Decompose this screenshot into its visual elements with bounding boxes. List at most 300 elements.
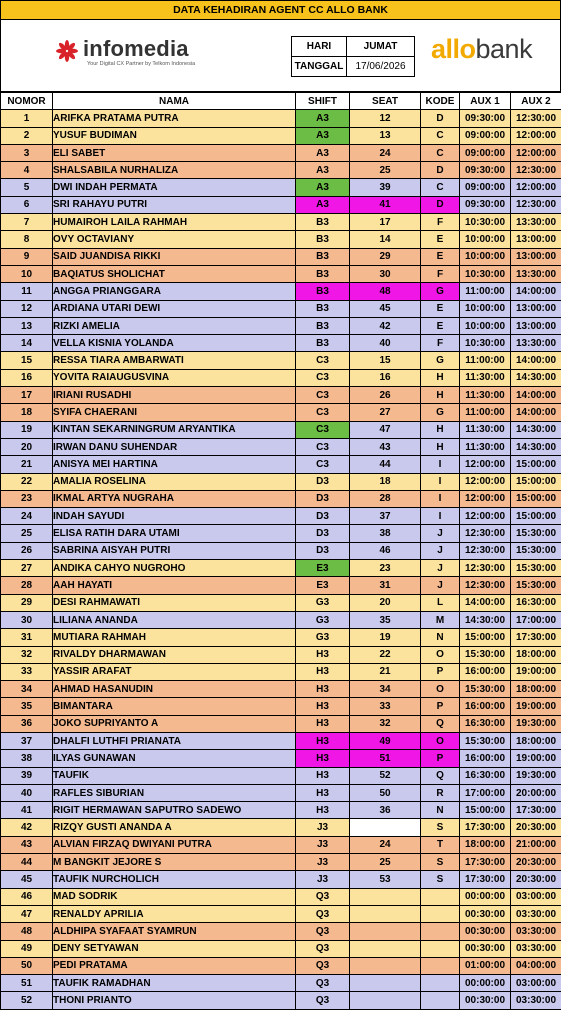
cell-seat: 37 bbox=[350, 508, 421, 525]
cell-nama: LILIANA ANANDA bbox=[53, 611, 296, 628]
cell-nama: BAQIATUS SHOLICHAT bbox=[53, 265, 296, 282]
cell-nomor: 38 bbox=[1, 750, 53, 767]
cell-aux2: 19:00:00 bbox=[511, 698, 561, 715]
cell-seat: 12 bbox=[350, 110, 421, 127]
table-header-row bbox=[1, 93, 561, 110]
table-row bbox=[1, 179, 561, 196]
cell-shift: C3 bbox=[296, 438, 350, 455]
cell-kode: S bbox=[421, 854, 460, 871]
infomedia-tagline: Your Digital CX Partner by Telkom Indonesia bbox=[87, 61, 196, 67]
cell-nama: RIZQY GUSTI ANANDA A bbox=[53, 819, 296, 836]
cell-nama: SABRINA AISYAH PUTRI bbox=[53, 542, 296, 559]
cell-aux2: 12:00:00 bbox=[511, 127, 561, 144]
cell-nama: OVY OCTAVIANY bbox=[53, 231, 296, 248]
cell-shift: Q3 bbox=[296, 975, 350, 992]
cell-nomor: 45 bbox=[1, 871, 53, 888]
cell-aux1: 10:00:00 bbox=[460, 317, 511, 334]
cell-nama: AMALIA ROSELINA bbox=[53, 473, 296, 490]
table-row bbox=[1, 196, 561, 213]
cell-seat: 40 bbox=[350, 335, 421, 352]
cell-shift: B3 bbox=[296, 335, 350, 352]
cell-aux1: 09:30:00 bbox=[460, 110, 511, 127]
cell-aux2: 19:00:00 bbox=[511, 663, 561, 680]
cell-seat: 25 bbox=[350, 854, 421, 871]
cell-shift: G3 bbox=[296, 629, 350, 646]
cell-nomor: 17 bbox=[1, 387, 53, 404]
cell-kode: J bbox=[421, 560, 460, 577]
table-row bbox=[1, 560, 561, 577]
cell-seat: 16 bbox=[350, 369, 421, 386]
table-row bbox=[1, 715, 561, 732]
cell-shift: B3 bbox=[296, 300, 350, 317]
cell-aux1: 12:30:00 bbox=[460, 525, 511, 542]
cell-seat: 32 bbox=[350, 715, 421, 732]
table-row bbox=[1, 888, 561, 905]
table-row bbox=[1, 940, 561, 957]
cell-shift: B3 bbox=[296, 317, 350, 334]
cell-nomor: 14 bbox=[1, 335, 53, 352]
table-row bbox=[1, 732, 561, 749]
cell-nomor: 42 bbox=[1, 819, 53, 836]
cell-shift: A3 bbox=[296, 127, 350, 144]
cell-aux2: 16:30:00 bbox=[511, 594, 561, 611]
cell-nama: AAH HAYATI bbox=[53, 577, 296, 594]
table-row bbox=[1, 646, 561, 663]
cell-shift: D3 bbox=[296, 525, 350, 542]
cell-kode: H bbox=[421, 369, 460, 386]
cell-kode bbox=[421, 923, 460, 940]
cell-nomor: 13 bbox=[1, 317, 53, 334]
cell-aux1: 12:00:00 bbox=[460, 490, 511, 507]
cell-nomor: 2 bbox=[1, 127, 53, 144]
cell-nomor: 31 bbox=[1, 629, 53, 646]
cell-kode: P bbox=[421, 698, 460, 715]
cell-shift: H3 bbox=[296, 784, 350, 801]
cell-aux2: 18:00:00 bbox=[511, 646, 561, 663]
cell-nomor: 24 bbox=[1, 508, 53, 525]
cell-shift: D3 bbox=[296, 490, 350, 507]
cell-aux2: 03:30:00 bbox=[511, 923, 561, 940]
cell-aux2: 21:00:00 bbox=[511, 836, 561, 853]
cell-nomor: 20 bbox=[1, 438, 53, 455]
cell-nama: ELISA RATIH DARA UTAMI bbox=[53, 525, 296, 542]
cell-kode: N bbox=[421, 629, 460, 646]
cell-seat bbox=[350, 940, 421, 957]
cell-seat: 44 bbox=[350, 456, 421, 473]
cell-shift: H3 bbox=[296, 681, 350, 698]
cell-nomor: 30 bbox=[1, 611, 53, 628]
cell-shift: H3 bbox=[296, 698, 350, 715]
cell-kode: I bbox=[421, 473, 460, 490]
cell-seat bbox=[350, 975, 421, 992]
allobank-logo-allo: allo bbox=[431, 34, 476, 64]
cell-seat: 21 bbox=[350, 663, 421, 680]
cell-aux1: 00:30:00 bbox=[460, 923, 511, 940]
cell-seat: 25 bbox=[350, 162, 421, 179]
cell-aux1: 12:30:00 bbox=[460, 577, 511, 594]
cell-kode: T bbox=[421, 836, 460, 853]
cell-nomor: 49 bbox=[1, 940, 53, 957]
cell-nama: DHALFI LUTHFI PRIANATA bbox=[53, 732, 296, 749]
table-row bbox=[1, 957, 561, 974]
cell-aux2: 04:00:00 bbox=[511, 957, 561, 974]
cell-nama: MUTIARA RAHMAH bbox=[53, 629, 296, 646]
hari-value: JUMAT bbox=[346, 36, 415, 57]
cell-nama: IRWAN DANU SUHENDAR bbox=[53, 438, 296, 455]
cell-seat: 19 bbox=[350, 629, 421, 646]
table-row bbox=[1, 611, 561, 628]
cell-nama: DWI INDAH PERMATA bbox=[53, 179, 296, 196]
cell-seat: 15 bbox=[350, 352, 421, 369]
cell-seat: 42 bbox=[350, 317, 421, 334]
cell-seat: 39 bbox=[350, 179, 421, 196]
cell-seat: 53 bbox=[350, 871, 421, 888]
cell-nomor: 19 bbox=[1, 421, 53, 438]
cell-aux1: 09:30:00 bbox=[460, 162, 511, 179]
cell-shift: H3 bbox=[296, 767, 350, 784]
cell-kode: E bbox=[421, 317, 460, 334]
column-header-kode: KODE bbox=[421, 93, 460, 110]
table-row bbox=[1, 162, 561, 179]
cell-seat: 46 bbox=[350, 542, 421, 559]
cell-nama: YUSUF BUDIMAN bbox=[53, 127, 296, 144]
cell-aux1: 11:30:00 bbox=[460, 387, 511, 404]
cell-aux1: 11:30:00 bbox=[460, 421, 511, 438]
cell-aux2: 20:00:00 bbox=[511, 784, 561, 801]
cell-seat: 14 bbox=[350, 231, 421, 248]
cell-seat: 24 bbox=[350, 144, 421, 161]
table-row bbox=[1, 905, 561, 922]
cell-aux1: 10:00:00 bbox=[460, 231, 511, 248]
table-row bbox=[1, 231, 561, 248]
cell-kode: I bbox=[421, 508, 460, 525]
cell-shift: G3 bbox=[296, 611, 350, 628]
cell-nama: ARDIANA UTARI DEWI bbox=[53, 300, 296, 317]
cell-aux2: 19:00:00 bbox=[511, 750, 561, 767]
cell-shift: A3 bbox=[296, 162, 350, 179]
cell-nomor: 25 bbox=[1, 525, 53, 542]
cell-kode: D bbox=[421, 110, 460, 127]
cell-aux2: 14:00:00 bbox=[511, 283, 561, 300]
column-header-shift: SHIFT bbox=[296, 93, 350, 110]
cell-nomor: 1 bbox=[1, 110, 53, 127]
cell-aux2: 15:00:00 bbox=[511, 508, 561, 525]
tanggal-label: TANGGAL bbox=[291, 56, 347, 77]
table-row bbox=[1, 975, 561, 992]
cell-shift: H3 bbox=[296, 750, 350, 767]
cell-nama: M BANGKIT JEJORE S bbox=[53, 854, 296, 871]
cell-aux2: 12:00:00 bbox=[511, 144, 561, 161]
cell-shift: A3 bbox=[296, 144, 350, 161]
cell-aux1: 10:00:00 bbox=[460, 248, 511, 265]
column-header-seat: SEAT bbox=[350, 93, 421, 110]
cell-nomor: 50 bbox=[1, 957, 53, 974]
cell-aux1: 00:30:00 bbox=[460, 940, 511, 957]
cell-shift: H3 bbox=[296, 646, 350, 663]
cell-aux2: 18:00:00 bbox=[511, 732, 561, 749]
cell-aux1: 12:30:00 bbox=[460, 560, 511, 577]
cell-aux2: 20:30:00 bbox=[511, 819, 561, 836]
cell-nomor: 4 bbox=[1, 162, 53, 179]
cell-aux2: 14:00:00 bbox=[511, 404, 561, 421]
cell-nama: IKMAL ARTYA NUGRAHA bbox=[53, 490, 296, 507]
cell-seat: 22 bbox=[350, 646, 421, 663]
cell-shift: B3 bbox=[296, 248, 350, 265]
cell-nama: ANGGA PRIANGGARA bbox=[53, 283, 296, 300]
cell-kode: C bbox=[421, 179, 460, 196]
cell-seat: 51 bbox=[350, 750, 421, 767]
cell-nama: ANDIKA CAHYO NUGROHO bbox=[53, 560, 296, 577]
cell-nomor: 15 bbox=[1, 352, 53, 369]
cell-nomor: 27 bbox=[1, 560, 53, 577]
table-row bbox=[1, 767, 561, 784]
table-row bbox=[1, 214, 561, 231]
cell-aux2: 15:30:00 bbox=[511, 560, 561, 577]
cell-aux2: 14:30:00 bbox=[511, 421, 561, 438]
cell-seat: 31 bbox=[350, 577, 421, 594]
cell-shift: Q3 bbox=[296, 888, 350, 905]
cell-seat bbox=[350, 888, 421, 905]
cell-shift: A3 bbox=[296, 110, 350, 127]
cell-nama: THONI PRIANTO bbox=[53, 992, 296, 1009]
table-row bbox=[1, 629, 561, 646]
cell-aux1: 11:30:00 bbox=[460, 369, 511, 386]
cell-aux2: 17:00:00 bbox=[511, 611, 561, 628]
cell-nomor: 5 bbox=[1, 179, 53, 196]
infomedia-burst-icon bbox=[53, 40, 81, 62]
cell-seat: 41 bbox=[350, 196, 421, 213]
cell-nomor: 23 bbox=[1, 490, 53, 507]
cell-seat: 33 bbox=[350, 698, 421, 715]
cell-kode: S bbox=[421, 871, 460, 888]
cell-aux2: 13:00:00 bbox=[511, 231, 561, 248]
table-row bbox=[1, 819, 561, 836]
cell-nomor: 46 bbox=[1, 888, 53, 905]
table-row bbox=[1, 542, 561, 559]
cell-nama: YASSIR ARAFAT bbox=[53, 663, 296, 680]
cell-kode: F bbox=[421, 265, 460, 282]
cell-nama: IRIANI RUSADHI bbox=[53, 387, 296, 404]
cell-aux1: 12:00:00 bbox=[460, 473, 511, 490]
cell-aux2: 13:30:00 bbox=[511, 335, 561, 352]
cell-shift: H3 bbox=[296, 732, 350, 749]
cell-shift: J3 bbox=[296, 819, 350, 836]
cell-aux1: 16:00:00 bbox=[460, 698, 511, 715]
cell-aux1: 17:30:00 bbox=[460, 854, 511, 871]
cell-nama: SYIFA CHAERANI bbox=[53, 404, 296, 421]
cell-aux2: 19:30:00 bbox=[511, 767, 561, 784]
cell-kode: L bbox=[421, 594, 460, 611]
table-row bbox=[1, 317, 561, 334]
cell-shift: D3 bbox=[296, 542, 350, 559]
cell-shift: H3 bbox=[296, 802, 350, 819]
cell-aux1: 14:30:00 bbox=[460, 611, 511, 628]
cell-seat bbox=[350, 819, 421, 836]
cell-shift: G3 bbox=[296, 594, 350, 611]
cell-nama: ALDHIPA SYAFAAT SYAMRUN bbox=[53, 923, 296, 940]
cell-aux1: 01:00:00 bbox=[460, 957, 511, 974]
cell-shift: Q3 bbox=[296, 923, 350, 940]
cell-kode: J bbox=[421, 525, 460, 542]
cell-seat: 29 bbox=[350, 248, 421, 265]
cell-kode: E bbox=[421, 300, 460, 317]
cell-shift: A3 bbox=[296, 196, 350, 213]
cell-nama: RAFLES SIBURIAN bbox=[53, 784, 296, 801]
cell-aux2: 14:30:00 bbox=[511, 369, 561, 386]
cell-shift: E3 bbox=[296, 560, 350, 577]
table-row bbox=[1, 681, 561, 698]
cell-aux2: 15:30:00 bbox=[511, 542, 561, 559]
cell-seat bbox=[350, 957, 421, 974]
table-row bbox=[1, 802, 561, 819]
table-row bbox=[1, 525, 561, 542]
cell-shift: C3 bbox=[296, 352, 350, 369]
table-row bbox=[1, 508, 561, 525]
infomedia-wordmark: infomedia bbox=[83, 36, 189, 61]
cell-kode: M bbox=[421, 611, 460, 628]
cell-aux1: 09:00:00 bbox=[460, 144, 511, 161]
table-row bbox=[1, 144, 561, 161]
cell-seat: 45 bbox=[350, 300, 421, 317]
cell-kode: F bbox=[421, 214, 460, 231]
cell-shift: B3 bbox=[296, 231, 350, 248]
cell-aux1: 11:00:00 bbox=[460, 404, 511, 421]
table-row bbox=[1, 577, 561, 594]
cell-kode: C bbox=[421, 144, 460, 161]
cell-nomor: 51 bbox=[1, 975, 53, 992]
cell-aux2: 12:30:00 bbox=[511, 196, 561, 213]
cell-nomor: 26 bbox=[1, 542, 53, 559]
cell-seat bbox=[350, 923, 421, 940]
cell-nama: MAD SODRIK bbox=[53, 888, 296, 905]
cell-shift: H3 bbox=[296, 663, 350, 680]
cell-aux2: 12:00:00 bbox=[511, 179, 561, 196]
cell-aux2: 17:30:00 bbox=[511, 629, 561, 646]
table-row bbox=[1, 335, 561, 352]
cell-aux1: 09:00:00 bbox=[460, 127, 511, 144]
cell-shift: D3 bbox=[296, 508, 350, 525]
cell-nomor: 43 bbox=[1, 836, 53, 853]
cell-nomor: 36 bbox=[1, 715, 53, 732]
cell-kode: I bbox=[421, 490, 460, 507]
cell-nomor: 28 bbox=[1, 577, 53, 594]
cell-kode: P bbox=[421, 663, 460, 680]
cell-kode: H bbox=[421, 387, 460, 404]
cell-shift: Q3 bbox=[296, 905, 350, 922]
cell-seat: 36 bbox=[350, 802, 421, 819]
cell-shift: C3 bbox=[296, 421, 350, 438]
cell-nama: SHALSABILA NURHALIZA bbox=[53, 162, 296, 179]
cell-nomor: 47 bbox=[1, 905, 53, 922]
cell-shift: A3 bbox=[296, 179, 350, 196]
column-header-aux2: AUX 2 bbox=[511, 93, 561, 110]
table-row bbox=[1, 784, 561, 801]
cell-shift: C3 bbox=[296, 404, 350, 421]
cell-nama: BIMANTARA bbox=[53, 698, 296, 715]
cell-seat: 17 bbox=[350, 214, 421, 231]
cell-aux2: 13:30:00 bbox=[511, 214, 561, 231]
table-row bbox=[1, 421, 561, 438]
cell-aux1: 15:30:00 bbox=[460, 732, 511, 749]
tanggal-value: 17/06/2026 bbox=[346, 56, 415, 77]
cell-shift: B3 bbox=[296, 214, 350, 231]
cell-seat bbox=[350, 905, 421, 922]
cell-kode: E bbox=[421, 231, 460, 248]
cell-kode: O bbox=[421, 732, 460, 749]
column-header-aux1: AUX 1 bbox=[460, 93, 511, 110]
cell-aux1: 17:00:00 bbox=[460, 784, 511, 801]
cell-nama: DESI RAHMAWATI bbox=[53, 594, 296, 611]
cell-kode: Q bbox=[421, 715, 460, 732]
cell-nama: AHMAD HASANUDIN bbox=[53, 681, 296, 698]
cell-aux1: 15:30:00 bbox=[460, 646, 511, 663]
cell-kode: J bbox=[421, 577, 460, 594]
cell-aux2: 03:00:00 bbox=[511, 888, 561, 905]
table-row bbox=[1, 923, 561, 940]
cell-shift: C3 bbox=[296, 456, 350, 473]
cell-aux2: 13:00:00 bbox=[511, 248, 561, 265]
cell-nama: RESSA TIARA AMBARWATI bbox=[53, 352, 296, 369]
cell-seat: 23 bbox=[350, 560, 421, 577]
table-row bbox=[1, 594, 561, 611]
cell-nama: ELI SABET bbox=[53, 144, 296, 161]
cell-seat: 24 bbox=[350, 836, 421, 853]
cell-nomor: 10 bbox=[1, 265, 53, 282]
cell-shift: B3 bbox=[296, 265, 350, 282]
cell-aux2: 14:00:00 bbox=[511, 352, 561, 369]
attendance-table bbox=[0, 92, 561, 1010]
cell-nama: HUMAIROH LAILA RAHMAH bbox=[53, 214, 296, 231]
cell-nomor: 34 bbox=[1, 681, 53, 698]
cell-aux1: 10:30:00 bbox=[460, 335, 511, 352]
cell-kode: S bbox=[421, 819, 460, 836]
table-row bbox=[1, 283, 561, 300]
cell-seat: 28 bbox=[350, 490, 421, 507]
cell-nama: KINTAN SEKARNINGRUM ARYANTIKA bbox=[53, 421, 296, 438]
cell-kode: R bbox=[421, 784, 460, 801]
cell-nomor: 7 bbox=[1, 214, 53, 231]
allobank-logo-bank: bank bbox=[475, 34, 533, 64]
cell-nama: RIVALDY DHARMAWAN bbox=[53, 646, 296, 663]
cell-aux2: 03:30:00 bbox=[511, 940, 561, 957]
cell-nama: TAUFIK RAMADHAN bbox=[53, 975, 296, 992]
cell-seat: 49 bbox=[350, 732, 421, 749]
cell-aux1: 18:00:00 bbox=[460, 836, 511, 853]
cell-aux1: 11:30:00 bbox=[460, 438, 511, 455]
cell-aux2: 12:30:00 bbox=[511, 110, 561, 127]
cell-shift: B3 bbox=[296, 283, 350, 300]
cell-aux2: 18:00:00 bbox=[511, 681, 561, 698]
cell-aux2: 03:00:00 bbox=[511, 975, 561, 992]
cell-kode: H bbox=[421, 421, 460, 438]
table-row bbox=[1, 836, 561, 853]
cell-aux1: 11:00:00 bbox=[460, 283, 511, 300]
cell-aux1: 09:00:00 bbox=[460, 179, 511, 196]
cell-aux2: 03:30:00 bbox=[511, 905, 561, 922]
cell-nomor: 16 bbox=[1, 369, 53, 386]
table-row bbox=[1, 854, 561, 871]
cell-aux2: 15:00:00 bbox=[511, 456, 561, 473]
cell-nomor: 39 bbox=[1, 767, 53, 784]
table-row bbox=[1, 750, 561, 767]
cell-aux2: 19:30:00 bbox=[511, 715, 561, 732]
cell-seat: 30 bbox=[350, 265, 421, 282]
cell-shift: H3 bbox=[296, 715, 350, 732]
cell-shift: E3 bbox=[296, 577, 350, 594]
table-row bbox=[1, 352, 561, 369]
column-header-nama: NAMA bbox=[53, 93, 296, 110]
cell-kode bbox=[421, 957, 460, 974]
